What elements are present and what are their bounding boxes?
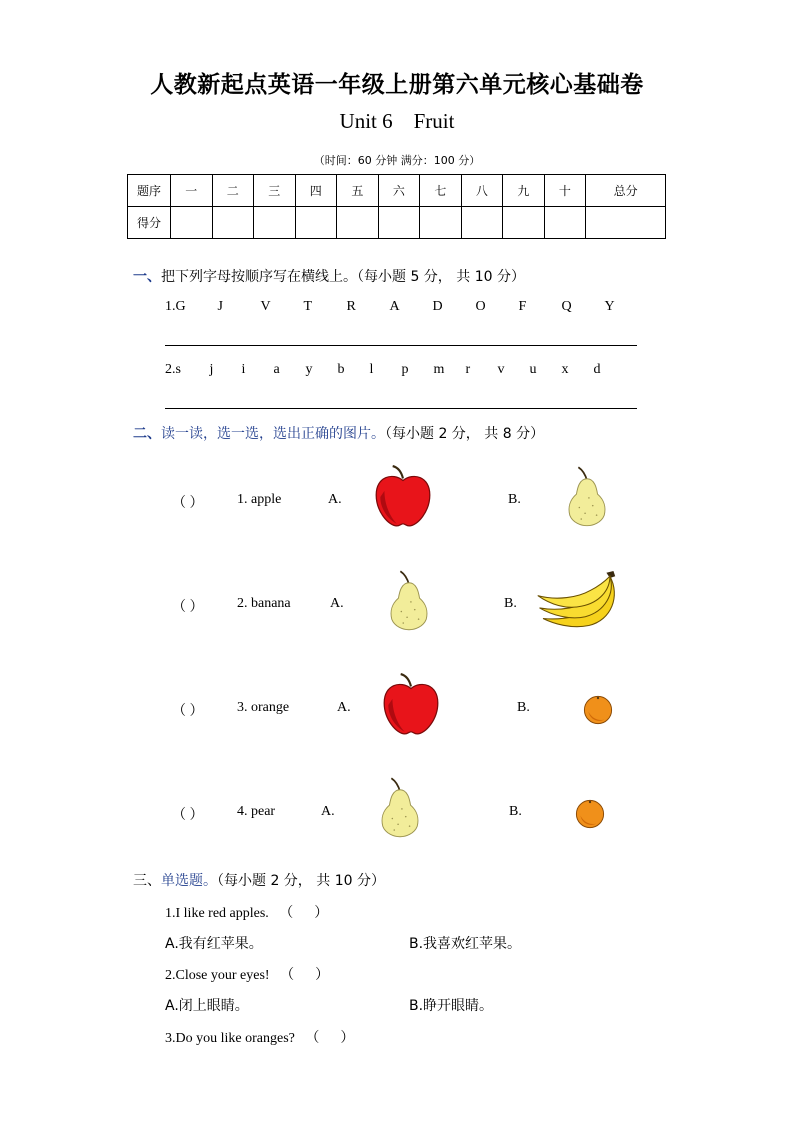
question-1-option-b[interactable]: B.我喜欢红苹果。	[409, 936, 522, 952]
letter: u	[529, 362, 537, 377]
letter: r	[465, 362, 471, 377]
exam-info: （时间：60 分钟 满分：100 分）	[313, 154, 481, 167]
table-header-cell: 一	[171, 175, 213, 207]
letter: T	[303, 299, 313, 314]
letter: j	[209, 362, 214, 377]
section-1-q1: 1. G J V T R A D O F Q Y	[165, 299, 648, 315]
orange-icon[interactable]	[582, 694, 614, 726]
score-cell[interactable]	[586, 207, 666, 239]
score-cell[interactable]	[171, 207, 213, 239]
answer-paren[interactable]: （ ）	[172, 704, 204, 719]
section-2-heading: 二、读一读，选一选，选出正确的图片。（每小题 2 分， 共 8 分）	[133, 426, 545, 442]
question-2-option-a[interactable]: A.闭上眼睛。	[165, 998, 249, 1014]
score-cell[interactable]	[461, 207, 503, 239]
table-header-cell: 三	[254, 175, 296, 207]
letter: Y	[604, 299, 615, 314]
answer-paren[interactable]: （ ）	[172, 808, 204, 823]
letter: p	[401, 362, 409, 377]
pear-icon[interactable]	[377, 776, 423, 838]
question-2-option-b[interactable]: B.睁开眼睛。	[409, 998, 494, 1014]
table-header-cell: 十	[544, 175, 586, 207]
item-label: 1. apple	[237, 492, 282, 507]
score-cell[interactable]	[337, 207, 379, 239]
section-1-q2: 2. s j i a y b l p m r v u x d	[165, 362, 626, 378]
letter: x	[561, 362, 569, 377]
option-a-label: A.	[337, 700, 351, 715]
letter: y	[305, 362, 313, 377]
letter: J	[217, 299, 223, 314]
letter: O	[475, 299, 486, 314]
question-1: 1.I like red apples. （ ）	[165, 906, 329, 921]
letter: m	[433, 362, 445, 377]
page-title: 人教新起点英语一年级上册第六单元核心基础卷	[150, 72, 644, 98]
table-header-cell: 九	[503, 175, 545, 207]
letter: G	[175, 299, 186, 314]
table-header-cell: 八	[461, 175, 503, 207]
section-3-heading: 三、单选题。（每小题 2 分， 共 10 分）	[133, 873, 385, 889]
option-b-label: B.	[517, 700, 530, 715]
score-cell[interactable]	[295, 207, 337, 239]
option-a-label: A.	[328, 492, 342, 507]
letter: a	[273, 362, 280, 377]
score-cell[interactable]	[544, 207, 586, 239]
item-label: 2. banana	[237, 596, 291, 611]
answer-line-1[interactable]	[165, 345, 637, 346]
letter: v	[497, 362, 505, 377]
table-header-cell: 二	[212, 175, 254, 207]
score-table-header-row	[128, 175, 666, 207]
option-b-label: B.	[509, 804, 522, 819]
question-3: 3.Do you like oranges? （ ）	[165, 1031, 355, 1046]
score-table-score-row	[128, 207, 666, 239]
letter: b	[337, 362, 345, 377]
letter: s	[175, 362, 181, 377]
table-header-cell: 题序	[128, 175, 171, 207]
letter: V	[260, 299, 271, 314]
page-subtitle: Unit 6 Fruit	[339, 109, 455, 133]
option-a-label: A.	[321, 804, 335, 819]
letter: l	[369, 362, 374, 377]
banana-icon[interactable]	[536, 565, 624, 635]
score-cell[interactable]	[420, 207, 462, 239]
option-a-label: A.	[330, 596, 344, 611]
letter: F	[518, 299, 527, 314]
letter: Q	[561, 299, 572, 314]
option-b-label: B.	[504, 596, 517, 611]
question-1-option-a[interactable]: A.我有红苹果。	[165, 936, 263, 952]
pear-icon[interactable]	[564, 465, 610, 527]
answer-line-2[interactable]	[165, 408, 637, 409]
item-label: 3. orange	[237, 700, 290, 715]
score-row-label: 得分	[128, 207, 171, 239]
item-label: 4. pear	[237, 804, 276, 819]
table-header-cell: 总分	[586, 175, 666, 207]
section-1-heading: 一、把下列字母按顺序写在横线上。（每小题 5 分， 共 10 分）	[133, 269, 525, 285]
option-b-label: B.	[508, 492, 521, 507]
pear-icon[interactable]	[386, 569, 432, 631]
score-cell[interactable]	[254, 207, 296, 239]
letter: D	[432, 299, 443, 314]
table-header-cell: 五	[337, 175, 379, 207]
score-cell[interactable]	[503, 207, 545, 239]
table-header-cell: 四	[295, 175, 337, 207]
question-2: 2.Close your eyes! （ ）	[165, 968, 330, 983]
table-header-cell: 七	[420, 175, 462, 207]
orange-icon[interactable]	[574, 798, 606, 830]
score-cell[interactable]	[378, 207, 420, 239]
apple-icon[interactable]	[378, 672, 444, 738]
letter: R	[346, 299, 356, 314]
letter: i	[241, 362, 246, 377]
letter: d	[593, 362, 601, 377]
answer-paren[interactable]: （ ）	[172, 600, 204, 615]
letter: A	[389, 299, 400, 314]
score-table	[127, 174, 666, 239]
answer-paren[interactable]: （ ）	[172, 496, 204, 511]
apple-icon[interactable]	[370, 464, 436, 530]
table-header-cell: 六	[378, 175, 420, 207]
score-cell[interactable]	[212, 207, 254, 239]
